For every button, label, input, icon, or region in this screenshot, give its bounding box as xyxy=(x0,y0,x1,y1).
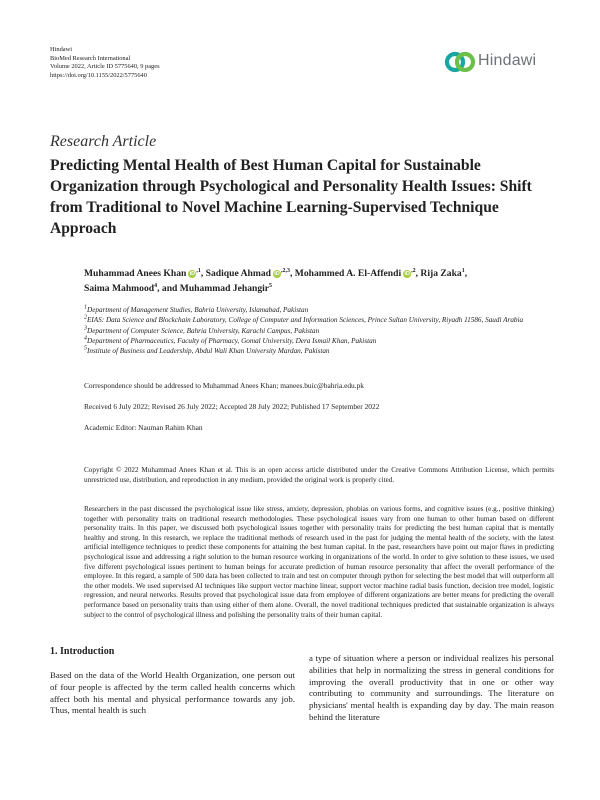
affiliation-text: Department of Pharmaceutics, Faculty of Pharmacy, Gomal University, Dera Ismail Khan, Pakistan xyxy=(87,336,377,345)
affiliation-list xyxy=(84,305,559,356)
hindawi-logo-icon xyxy=(444,49,478,75)
orcid-icon[interactable]: iD xyxy=(274,271,280,277)
paper-title: Predicting Mental Health of Best Human Capital for Sustainable Organization through Psychological and Personality Health Issues: Shift from Traditional to Novel Machine Learning-Supervised Technique Approach xyxy=(50,157,532,237)
article-type: Research Article xyxy=(50,133,157,150)
author-name: Muhammad Jehangir xyxy=(179,283,270,294)
hindawi-logo xyxy=(444,49,556,75)
article-dates: Received 6 July 2022; Revised 26 July 2022; Accepted 28 July 2022; Published 17 September 2022 xyxy=(84,402,380,411)
author-affiliation-number: ,2,3 xyxy=(280,267,290,274)
author-affiliation-number: 1 xyxy=(461,267,465,274)
affiliation-item xyxy=(84,305,559,315)
publisher-name: Hindawi xyxy=(50,46,73,53)
affiliation-item xyxy=(84,336,559,346)
logo-text: Hindawi xyxy=(478,52,537,69)
affiliation-text: Department of Computer Science, Bahria University, Karachi Campus, Pakistan xyxy=(87,326,320,335)
journal-meta xyxy=(50,46,160,80)
author-name: Muhammad Anees Khan xyxy=(84,268,187,279)
affiliation-number: 5 xyxy=(84,345,87,352)
affiliation-text: EIAS: Data Science and Blockchain Laboratory, College of Computer and Information Sciences, Prince Sultan University, Riyadh 11586, Saudi Arabia xyxy=(87,316,524,325)
author-affiliation-number: 5 xyxy=(269,282,273,289)
correspondence: Correspondence should be addressed to Muhammad Anees Khan; manees.buic@bahria.edu.pk xyxy=(84,381,364,390)
academic-editor: Academic Editor: Nauman Rahim Khan xyxy=(84,423,203,432)
copyright-notice: Copyright © 2022 Muhammad Anees Khan et al. This is an open access article distributed under the Creative Commons Attribution License, which permits unrestricted use, distribution, and reproduction in any medium, provided the original work is properly cited. xyxy=(84,466,554,484)
author-name: Mohammed A. El-Affendi xyxy=(294,268,402,279)
intro-left-column: Based on the data of the World Health Organization, one person out of four people is affected by the term called health concerns which affect both his mental and physical performance towards any job. Thus, mental health is such xyxy=(50,670,295,716)
section-heading-introduction: 1. Introduction xyxy=(50,646,115,657)
orcid-icon[interactable]: iD xyxy=(189,271,196,277)
affiliation-item xyxy=(84,326,559,336)
affiliation-text: Department of Management Studies, Bahria University, Islamabad, Pakistan xyxy=(87,306,309,314)
affiliation-number: 3 xyxy=(84,325,87,332)
volume-line: Volume 2022, Article ID 5775640, 9 pages xyxy=(50,63,160,71)
author-name: Saima Mahmood xyxy=(84,283,155,294)
orcid-icon[interactable]: iD xyxy=(404,271,410,277)
author-name: Sadique Ahmad xyxy=(205,268,271,279)
abstract: Researchers in the past discussed the psychological issue like stress, anxiety, depression, phobias on various forms, and cognitive issues (e.g., positive thinking) together with personality traits on traditional research methodologies. These psychological issues vary from one human to other human based on different personality traits. In this paper, we discussed both psychological issues together with personality traits for predicting the best human capital that is mentally healthy and strong. In this research, we replace the traditional methods of research used in the past for judging the mental health of the society, with the latest artificial intelligence techniques to predict these components for attaining the best human capital. In the past, researchers have point out major flaws in predicting psychological issue and addressing a right solution to the human resource working in organizations of the world. In order to give solution to these issues, we used five different psychological issues pertinent to human beings for accurate prediction of human resource personality that affect the overall performance of the employee. In this regard, a sample of 500 data has been collected to train and test on computer through python for selecting the best model that will outperform all the other models. We used supervised AI techniques like support vector machine linear, support vector machine radial basis function, decision tree model, logistic regression, and neural networks. Results proved that psychological issue data from employee of different organizations are better means for predicting the overall performance based on personality traits than using either of them alone. Overall, the novel traditional techniques predicted that sustainable organization is always subject to the control of psychological illness and polishing the personality traits of their human capital. xyxy=(84,505,554,619)
author-name: Rija Zaka xyxy=(420,268,462,279)
author-affiliation-number: ,1 xyxy=(196,267,201,274)
journal-name: BioMed Research International xyxy=(50,54,131,62)
affiliation-text: Institute of Business and Leadership, Abdul Wali Khan University Mardan, Pakistan xyxy=(87,347,330,356)
doi-link[interactable]: https://doi.org/10.1155/2022/5775640 xyxy=(50,71,147,79)
affiliation-number: 2 xyxy=(84,314,87,321)
author-list: Muhammad Anees Khan $iD^{,1}$, Sadique Ahmad $iD^{,2,3}$, Mohammed A. El-Affendi $iD^{,2}$, Rija Zaka$^1$, Saima Mahmood$^4$, and Muhammad Jehangir$^5$ xyxy=(84,267,468,294)
author-affiliation-number: ,2 xyxy=(411,267,416,274)
affiliation-number: 4 xyxy=(84,335,87,342)
affiliation-item xyxy=(84,346,559,356)
author-affiliation-number: 4 xyxy=(154,282,158,289)
intro-right-column: a type of situation where a person or individual realizes his personal abilities that help in normalizing the stress in general conditions for improving the overall productivity that in one or other way contributing to community and surroundings. The literature on physicians' mental health is expanding day by day. The main reason behind the literature xyxy=(309,653,554,722)
affiliation-number: 1 xyxy=(84,304,87,311)
affiliation-item xyxy=(84,315,559,325)
